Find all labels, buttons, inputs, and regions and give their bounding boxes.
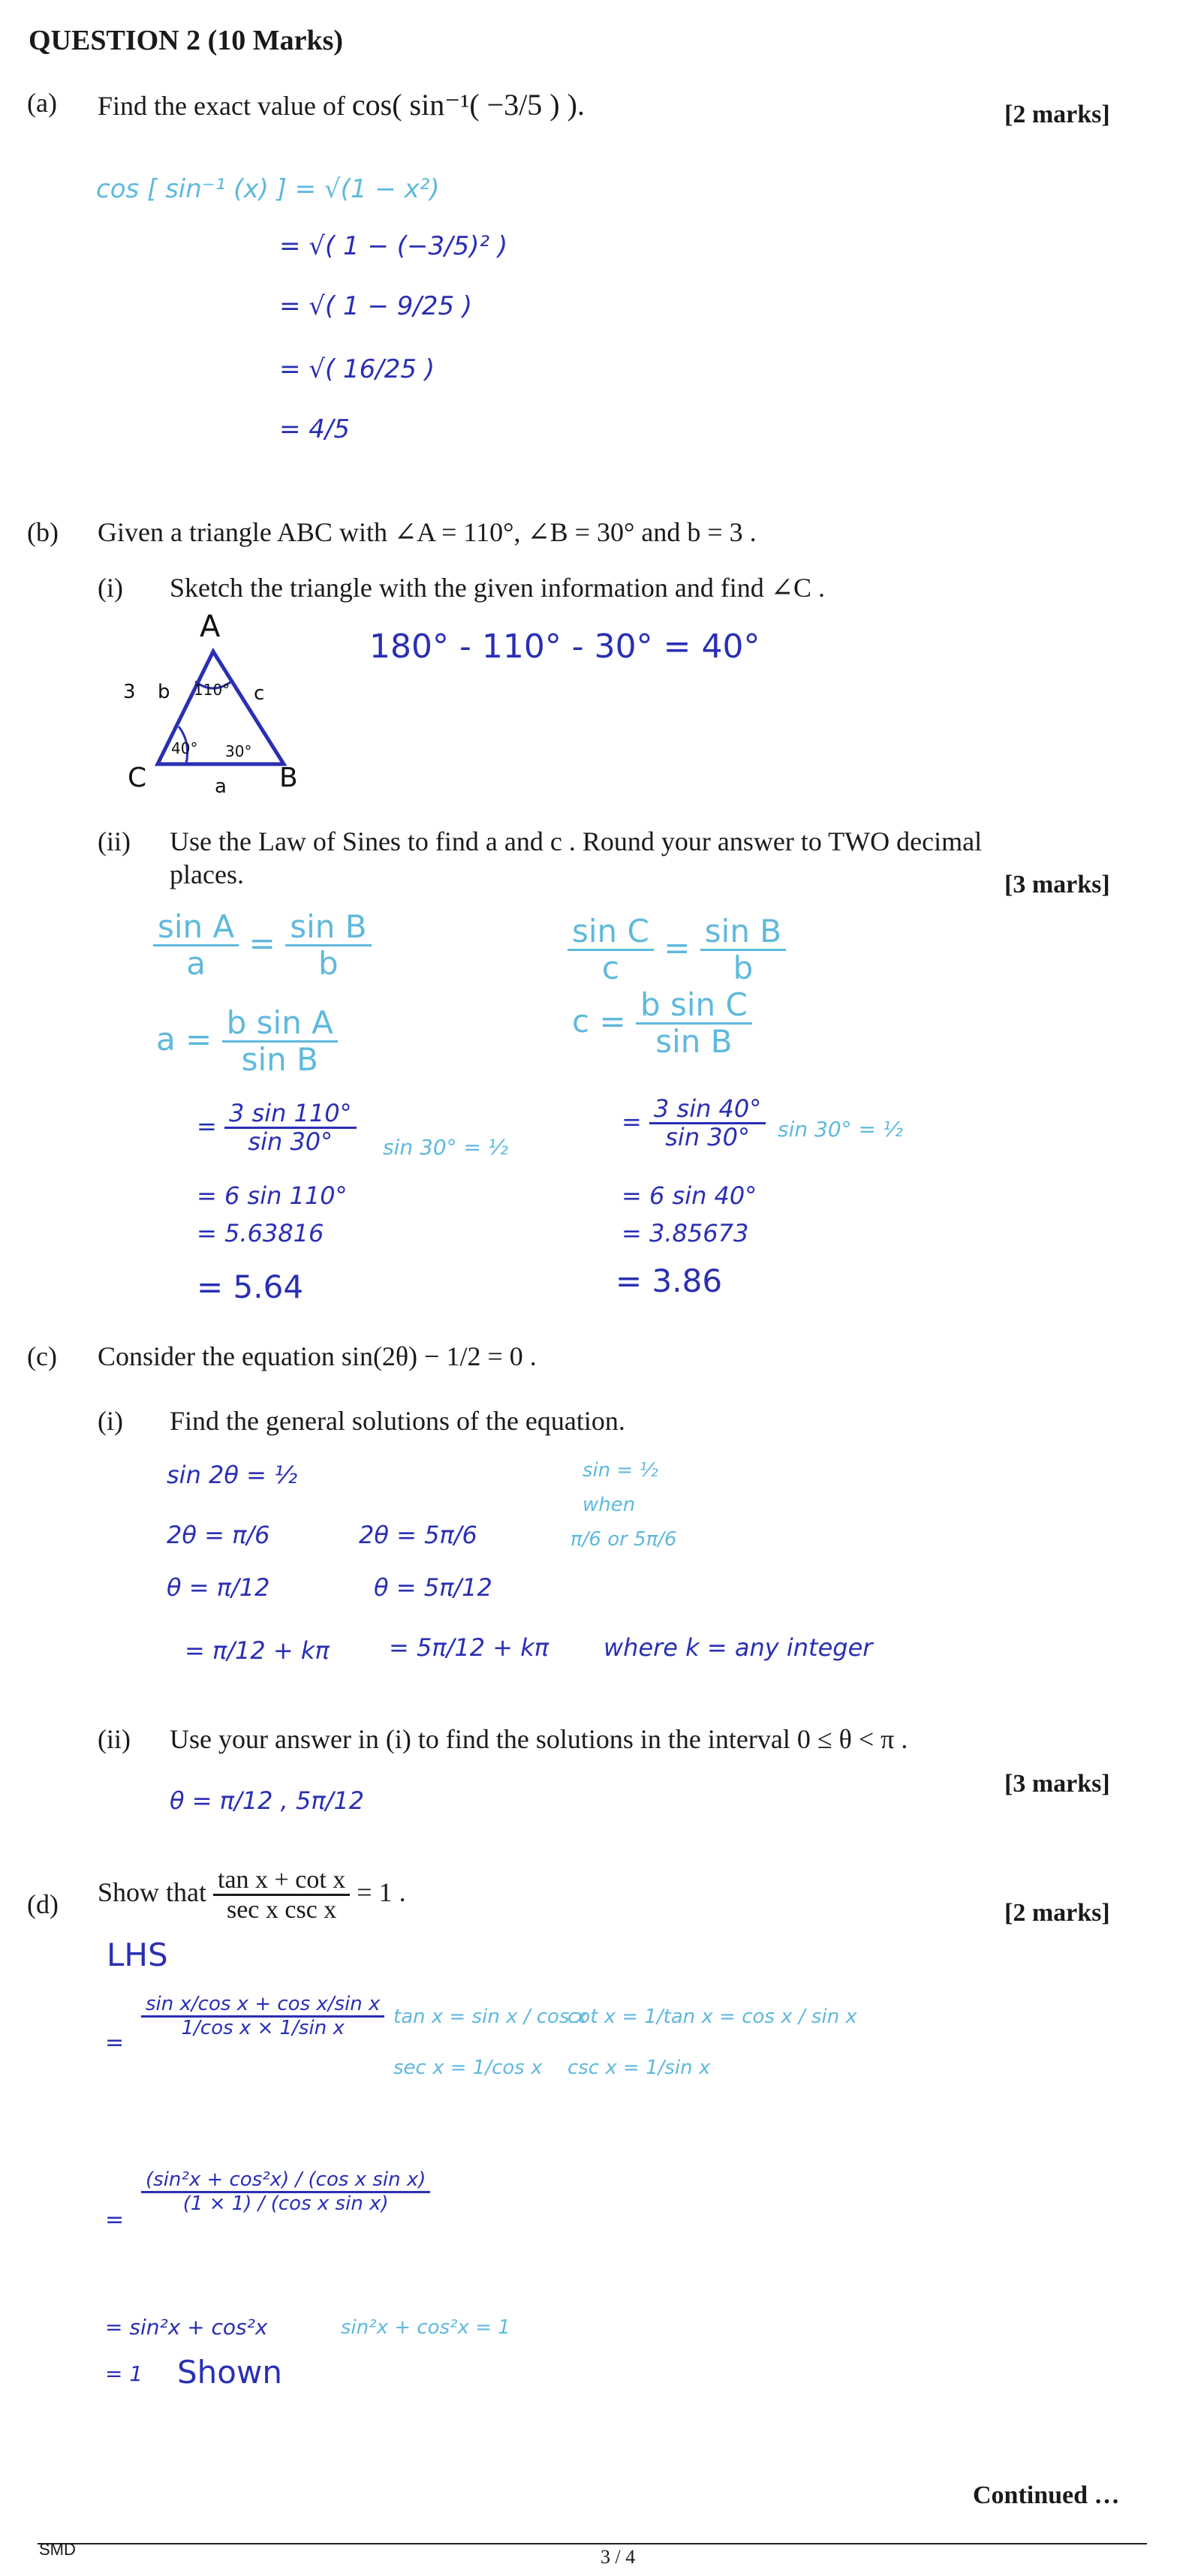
part-b-i-prompt: Sketch the triangle with the given information and find ∠C .: [170, 573, 825, 603]
c-answer: = 3.86: [616, 1262, 723, 1299]
c-note-1: sin = ½: [582, 1459, 658, 1482]
part-c-label: (c): [27, 1341, 57, 1371]
part-b-ii-prompt-2: places.: [170, 859, 244, 889]
a-sin30-note: sin 30° = ½: [383, 1135, 509, 1160]
a-step-1: = √( 1 − (−3/5)² ): [279, 231, 508, 261]
a-answer: = 5.64: [197, 1268, 304, 1305]
part-c-prompt: Consider the equation sin(2θ) − 1/2 = 0 .: [98, 1341, 537, 1371]
angle-b-label: 30°: [225, 742, 252, 760]
part-a-marks: [2 marks]: [1004, 101, 1110, 128]
c-substitution: = $\frac{3 \sin 40^\circ}{\sin 30^\circ}$: [622, 1096, 766, 1151]
part-a-prompt: Find the exact value of cos( sin⁻¹( −3/5 ) ).: [98, 88, 585, 122]
vertex-a: A: [200, 609, 221, 644]
side-b-value: 3: [123, 681, 136, 703]
d-eq-sign-2: =: [105, 2207, 125, 2233]
c-work-line-1: sin 2θ = ½: [167, 1461, 298, 1489]
d-note-tan: tan x = sin x / cos x: [393, 2006, 588, 2028]
footer-left: SMD: [39, 2540, 76, 2559]
law-of-sines-c: $\frac{\text{sin C}}{c}$ = $\frac{\text{sin B}}{b}$: [567, 914, 786, 986]
c-work-theta-b: θ = 5π/12: [374, 1573, 492, 1602]
side-b-label: b: [158, 681, 170, 703]
d-step-4: = 1: [105, 2361, 143, 2386]
side-c-label: c: [254, 682, 265, 705]
d-note-sec: sec x = 1/cos x: [393, 2057, 543, 2079]
a-step-4: = 4/5: [279, 414, 351, 444]
angle-a-label: 110°: [194, 681, 230, 699]
a-step-1: = 6 sin 110°: [197, 1181, 348, 1210]
c-work-2theta-a: 2θ = π/6: [167, 1521, 270, 1549]
solve-for-a: a = $\frac{\text{b sin A}}{\text{sin B}}$: [156, 1006, 338, 1077]
d-note-pythag: sin²x + cos²x = 1: [341, 2316, 510, 2339]
part-b-ii-prompt-1: Use the Law of Sines to find a and c . Round your answer to TWO decimal: [170, 826, 983, 856]
question-title: QUESTION 2 (10 Marks): [29, 25, 344, 56]
c-sin30-note: sin 30° = ½: [778, 1117, 904, 1142]
part-c-ii-prompt: Use your answer in (i) to find the solutions in the interval 0 ≤ θ < π .: [170, 1724, 908, 1754]
footer-rule: [38, 2543, 1147, 2544]
part-c-ii-marks: [3 marks]: [1004, 1770, 1110, 1798]
side-a-label: a: [215, 775, 227, 794]
vertex-b: B: [279, 763, 298, 793]
a-step-2: = √( 1 − 9/25 ): [279, 291, 473, 321]
part-b-i-label: (i): [98, 573, 123, 603]
d-note-cot: cot x = 1/tan x = cos x / sin x: [567, 2006, 857, 2028]
part-b-ii-label: (ii): [98, 826, 131, 856]
c-work-general-a: = π/12 + kπ: [185, 1636, 330, 1665]
law-of-sines-a: $\frac{\text{sin A}}{a}$ = $\frac{\text{sin B}}{b}$: [153, 910, 372, 981]
a-identity: cos [ sin⁻¹ (x) ] = √(1 − x²): [96, 174, 440, 204]
part-b-ii-marks: [3 marks]: [1004, 871, 1110, 898]
page-number: 3 / 4: [601, 2546, 636, 2568]
part-d-marks: [2 marks]: [1004, 1899, 1110, 1927]
c-work-2theta-b: 2θ = 5π/6: [359, 1521, 477, 1549]
angle-c-result: 180° - 110° - 30° = 40°: [369, 627, 760, 666]
c-step-2: = 3.85673: [622, 1219, 749, 1247]
d-lhs: LHS: [107, 1937, 168, 1973]
angle-c-label: 40°: [171, 739, 198, 757]
part-c-ii-label: (ii): [98, 1724, 131, 1754]
part-a-label: (a): [27, 88, 57, 118]
c-where-k: where k = any integer: [604, 1633, 873, 1662]
d-fraction-2: $\frac{\text{(sin²x + cos²x) / (cos x sin x)}}{\text{(1 × 1) / (cos x sin x)}}$: [141, 2169, 430, 2214]
part-d-prompt: Show that $\frac{\text{tan x + cot x}}{\text{sec x csc x}}$ = 1 .: [98, 1866, 406, 1924]
d-step-3: = sin²x + cos²x: [105, 2315, 268, 2340]
part-c-i-label: (i): [98, 1406, 123, 1436]
d-note-csc: csc x = 1/sin x: [567, 2057, 711, 2079]
d-fraction-1: $\frac{\text{sin x/cos x + cos x/sin x}}{\text{1/cos x × 1/sin x}}$: [141, 1994, 384, 2039]
part-b-label: (b): [27, 517, 59, 547]
a-step-3: = √( 16/25 ): [279, 354, 435, 384]
solve-for-c: c = $\frac{\text{b sin C}}{\text{sin B}}$: [572, 988, 752, 1059]
d-shown: Shown: [177, 2354, 282, 2391]
c-work-theta-a: θ = π/12: [167, 1573, 270, 1602]
c-note-2: when: [582, 1494, 636, 1516]
part-d-label: (d): [27, 1889, 59, 1919]
part-c-i-prompt: Find the general solutions of the equation.: [170, 1406, 625, 1436]
a-substitution: = $\frac{3 \sin 110^\circ}{\sin 30^\circ}$: [197, 1100, 357, 1155]
triangle-sketch: [113, 606, 338, 794]
c-note-3: π/6 or 5π/6: [570, 1528, 677, 1551]
d-eq-sign-1: =: [105, 2030, 125, 2056]
continued-text: Continued …: [973, 2481, 1120, 2509]
c-work-general-b: = 5π/12 + kπ: [389, 1633, 549, 1662]
part-b-prompt: Given a triangle ABC with ∠A = 110°, ∠B = 30° and b = 3 .: [98, 517, 757, 547]
c-step-1: = 6 sin 40°: [622, 1181, 757, 1210]
vertex-c: C: [128, 763, 147, 793]
a-step-2: = 5.63816: [197, 1219, 324, 1247]
c-ii-answer: θ = π/12 , 5π/12: [170, 1786, 365, 1815]
